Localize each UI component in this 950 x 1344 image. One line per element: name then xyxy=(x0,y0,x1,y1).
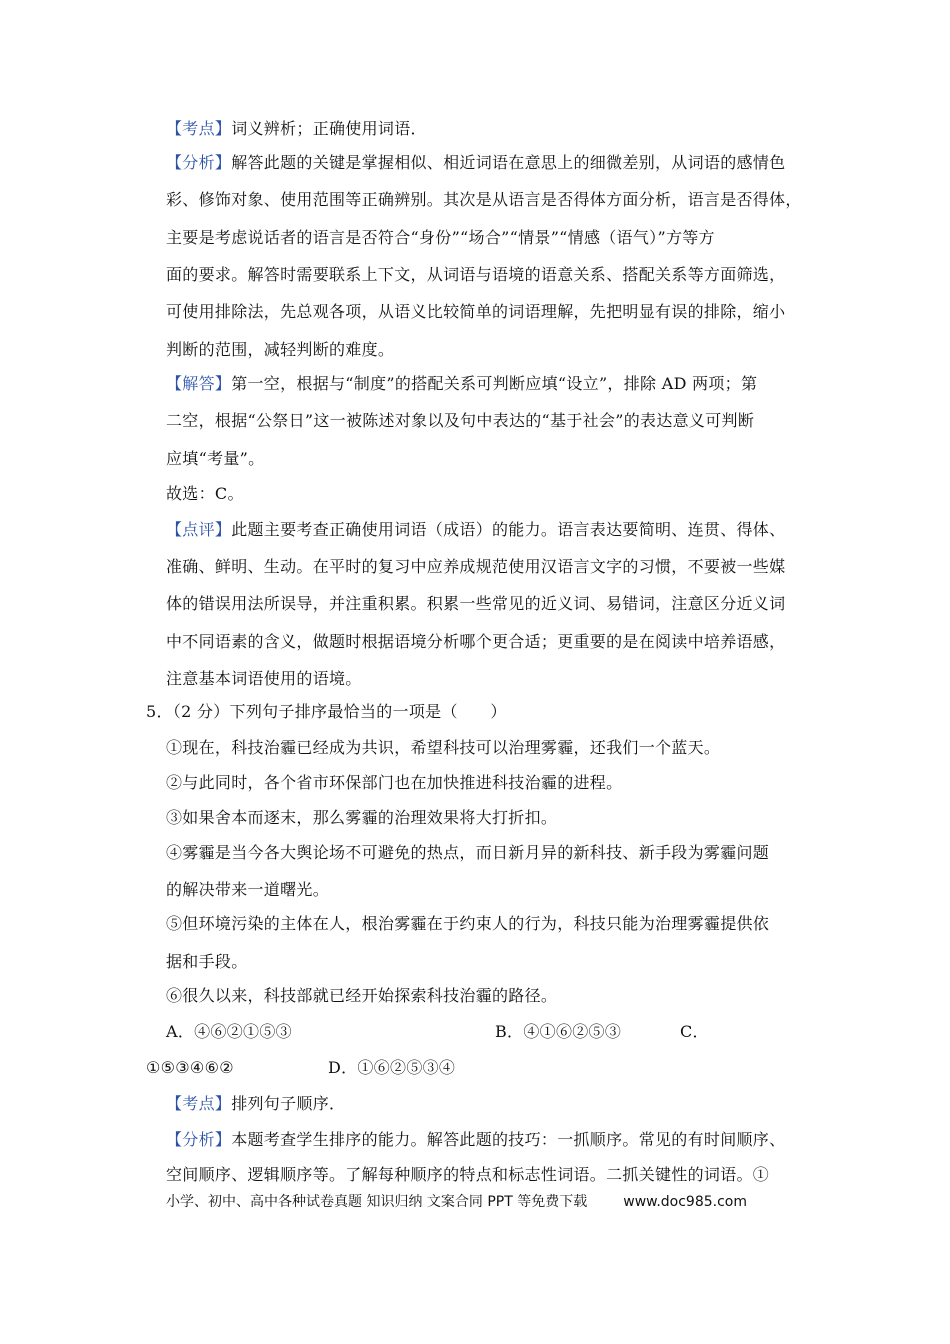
dianping-line: 体的错误用法所误导，并注重积累。积累一些常见的近义词、易错词，注意区分近义词 xyxy=(166,594,786,613)
footer-site-link[interactable]: www.doc985.com xyxy=(623,1194,747,1210)
option-b: B．④①⑥②⑤③ xyxy=(495,1022,622,1041)
page-footer xyxy=(166,1192,747,1212)
q5-fenxi-line: 本题考查学生排序的能力。解答此题的技巧：一抓顺序。常见的有时间顺序、 xyxy=(231,1130,786,1149)
fenxi-line: 可使用排除法，先总观各项，从语义比较简单的词语理解，先把明显有误的排除，缩小 xyxy=(166,302,786,321)
jieda-line: 第一空，根据与“制度”的搭配关系可判断应填“设立”，排除 AD 两项；第 xyxy=(231,374,758,393)
q5-sentence: ②与此同时，各个省市环保部门也在加快推进科技治霾的进程。 xyxy=(166,773,623,792)
option-c-value: ①⑤③④⑥② xyxy=(146,1058,234,1077)
option-d: D．①⑥②⑤③④ xyxy=(328,1058,456,1077)
dianping-line: 中不同语素的含义，做题时根据语境分析哪个更合适；更重要的是在阅读中培养语感， xyxy=(166,632,786,651)
q5-sentence: 据和手段。 xyxy=(166,952,248,971)
q5-sentence: ③如果舍本而逐末，那么雾霾的治理效果将大打折扣。 xyxy=(166,808,558,827)
kaodian-row xyxy=(166,119,427,139)
q5-sentence: ⑥很久以来，科技部就已经开始探索科技治霾的路径。 xyxy=(166,986,558,1005)
q5-sentence: ④雾霾是当今各大舆论场不可避免的热点，而日新月异的新科技、新手段为雾霾问题 xyxy=(166,843,770,862)
option-c-label: C． xyxy=(680,1022,709,1041)
footer-text: 小学、初中、高中各种试卷真题 知识归纳 文案合同 PPT 等免费下载 xyxy=(166,1194,588,1210)
dianping-line: 此题主要考查正确使用词语（成语）的能力。语言表达要简明、连贯、得体、 xyxy=(231,520,786,539)
kaodian-text: 词义辨析；正确使用词语． xyxy=(231,119,427,138)
jieda-tag: 【解答】 xyxy=(166,374,232,393)
fenxi-line: 判断的范围，减轻判断的难度。 xyxy=(166,340,395,359)
fenxi-line: 彩、修饰对象、使用范围等正确辨别。其次是从语言是否得体方面分析，语言是否得体， xyxy=(166,190,802,209)
fenxi-line: 解答此题的关键是掌握相似、相近词语在意思上的细微差别，从词语的感情色 xyxy=(231,153,786,172)
fenxi-row xyxy=(166,153,785,173)
fenxi-tag: 【分析】 xyxy=(166,153,232,172)
q5-fenxi-tag: 【分析】 xyxy=(166,1130,232,1149)
q5-fenxi-row xyxy=(166,1130,785,1150)
question-5-stem: 5．（2 分）下列句子排序最恰当的一项是（ ） xyxy=(146,702,507,721)
kaodian-tag: 【考点】 xyxy=(166,119,232,138)
q5-sentence: ⑤但环境污染的主体在人，根治雾霾在于约束人的行为，科技只能为治理雾霾提供依 xyxy=(166,914,770,933)
jieda-line: 二空，根据“公祭日”这一被陈述对象以及句中表达的“基于社会”的表达意义可判断 xyxy=(166,411,755,430)
answer-line: 故选：C。 xyxy=(166,484,244,503)
dianping-line: 注意基本词语使用的语境。 xyxy=(166,669,362,688)
option-a: A．④⑥②①⑤③ xyxy=(166,1022,292,1041)
fenxi-line: 面的要求。解答时需要联系上下文，从词语与语境的语意关系、搭配关系等方面筛选， xyxy=(166,265,786,284)
dianping-tag: 【点评】 xyxy=(166,520,232,539)
fenxi-line: 主要是考虑说话者的语言是否符合“身份”“场合”“情景”“情感（语气）”方等方 xyxy=(166,228,715,247)
q5-fenxi-line: 空间顺序、逻辑顺序等。了解每种顺序的特点和标志性词语。二抓关键性的词语。① xyxy=(166,1165,770,1184)
dianping-line: 准确、鲜明、生动。在平时的复习中应养成规范使用汉语言文字的习惯，不要被一些媒 xyxy=(166,557,786,576)
q5-kaodian-row xyxy=(166,1094,345,1114)
q5-sentence: 的解决带来一道曙光。 xyxy=(166,880,330,899)
q5-kaodian-tag: 【考点】 xyxy=(166,1094,232,1113)
jieda-row xyxy=(166,374,757,394)
q5-sentence: ①现在，科技治霾已经成为共识，希望科技可以治理雾霾，还我们一个蓝天。 xyxy=(166,738,721,757)
q5-kaodian-text: 排列句子顺序． xyxy=(231,1094,346,1113)
jieda-line: 应填“考量”。 xyxy=(166,449,265,468)
dianping-row xyxy=(166,520,785,540)
